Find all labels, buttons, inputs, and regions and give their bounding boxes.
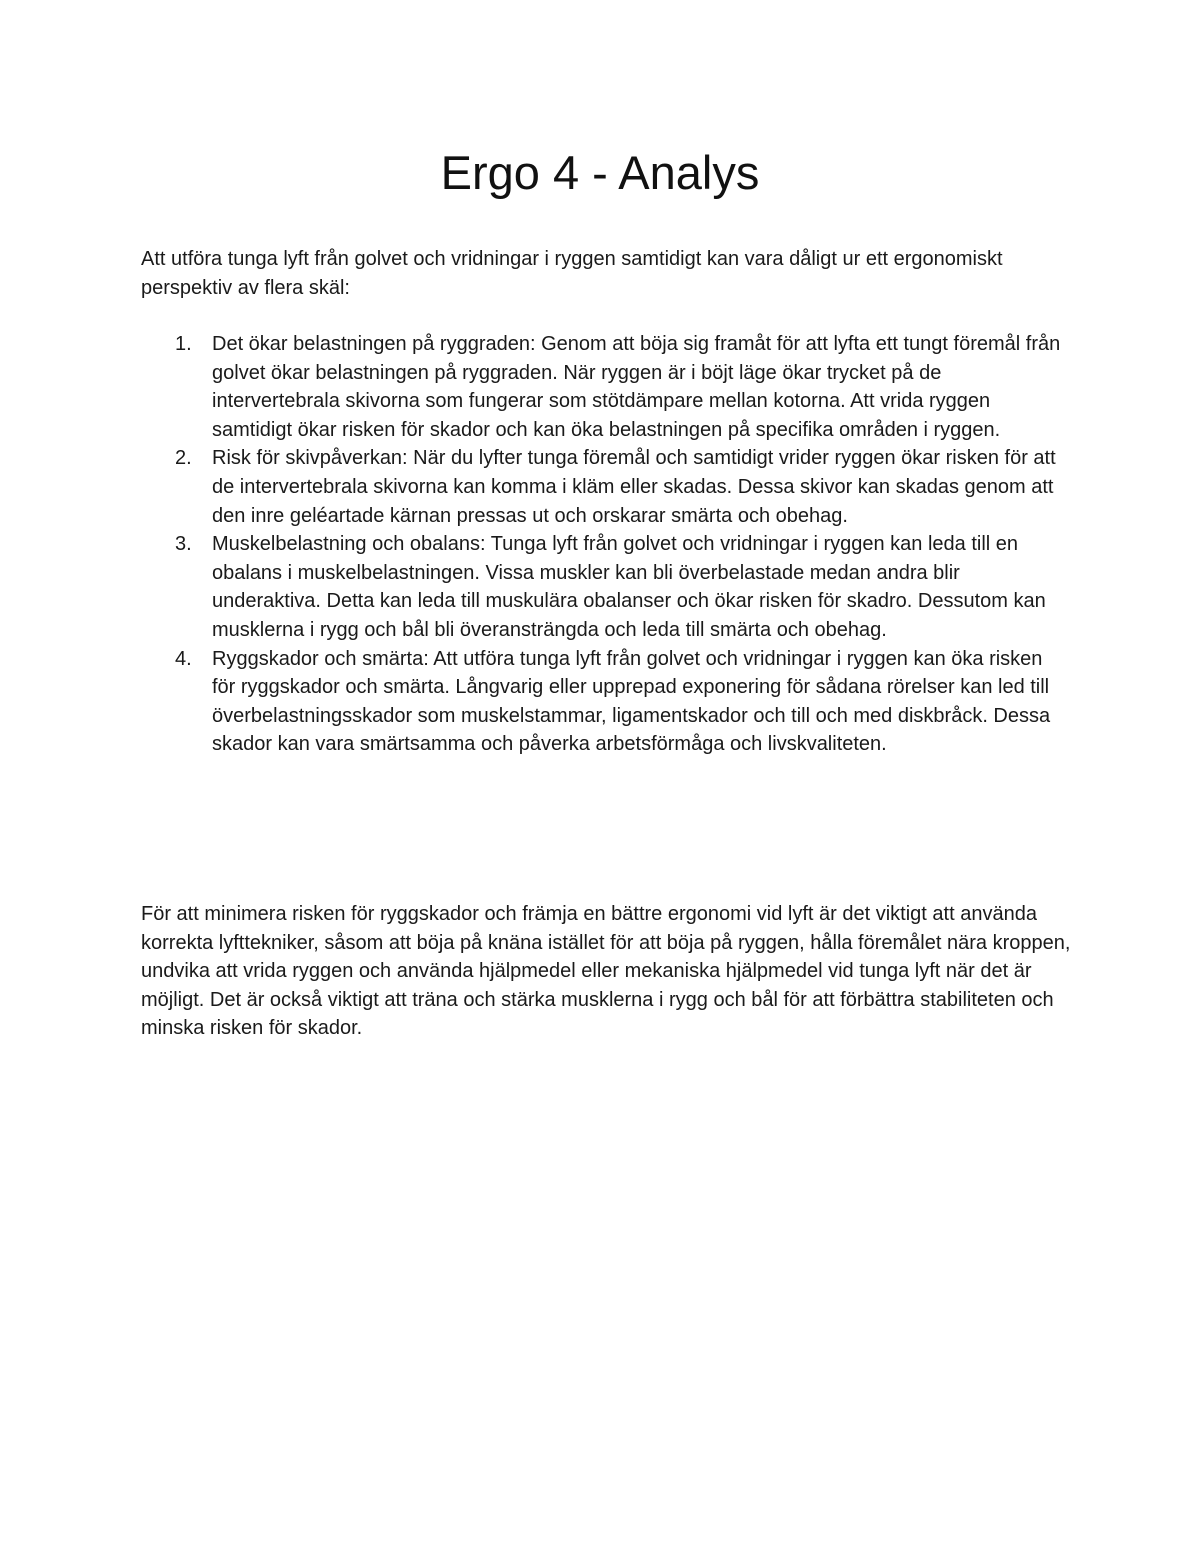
list-item-text: Det ökar belastningen på ryggraden: Genom att böja sig framåt för att lyfta ett tungt föremål från golvet ökar belastningen på ryggraden. När ryggen är i böjt läge ökar trycket på de intervertebrala skivorna som fungerar som stötdämpare mellan kotorna. Att vrida ryggen samtidigt ökar risken för skador och kan öka belastningen på specifika områden i ryggen.: [212, 333, 1061, 441]
list-item-text: Muskelbelastning och obalans: Tunga lyft från golvet och vridningar i ryggen kan leda till en obalans i muskelbelastningen. Vissa muskler kan bli överbelastade medan andra blir underaktiva. Detta kan leda till muskulära obalanser och ökar risken för skadro. Dessutom kan musklerna i rygg och bål bli överansträngda och leda till smärta och obehag.: [212, 533, 1046, 641]
list-item: [141, 645, 1071, 759]
document-title: Ergo 4 - Analys: [440, 146, 760, 199]
list-item-number: 3.: [175, 533, 192, 556]
intro-paragraph: Att utföra tunga lyft från golvet och vridningar i ryggen samtidigt kan vara dåligt ur ett ergonomiskt perspektiv av flera skäl:: [141, 248, 1003, 299]
reasons-list: [141, 330, 1071, 759]
list-item-text: Risk för skivpåverkan: När du lyfter tunga föremål och samtidigt vrider ryggen ökar risken för att de intervertebrala skivorna kan komma i kläm eller skadas. Dessa skivor kan skadas genom att den inre geléartade kärnan pressas ut och orskarar smärta och obehag.: [212, 447, 1056, 527]
list-item-number: 4.: [175, 647, 192, 670]
list-item-text: Ryggskador och smärta: Att utföra tunga lyft från golvet och vridningar i ryggen kan öka risken för ryggskador och smärta. Långvarig eller upprepad exponering för sådana rörelser kan led till överbelastningsskador som muskelstammar, ligamentskador och till och med diskbråck. Dessa skador kan vara smärtsamma och påverka arbetsförmåga och livskvaliteten.: [212, 647, 1051, 756]
list-item-number: 2.: [175, 447, 192, 470]
list-item: [141, 330, 1071, 444]
list-item-number: 1.: [175, 333, 192, 355]
list-item: [141, 444, 1071, 530]
list-item: [141, 530, 1071, 644]
conclusion-paragraph: För att minimera risken för ryggskador och främja en bättre ergonomi vid lyft är det viktigt att använda korrekta lyfttekniker, såsom att böja på knäna istället för att böja på ryggen, hålla föremålet nära kroppen, undvika att vrida ryggen och använda hjälpmedel eller mekaniska hjälpmedel vid tunga lyft när det är möjligt. Det är också viktigt att träna och stärka musklerna i rygg och bål för att förbättra stabiliteten och minska risken för skador.: [141, 903, 1071, 1040]
